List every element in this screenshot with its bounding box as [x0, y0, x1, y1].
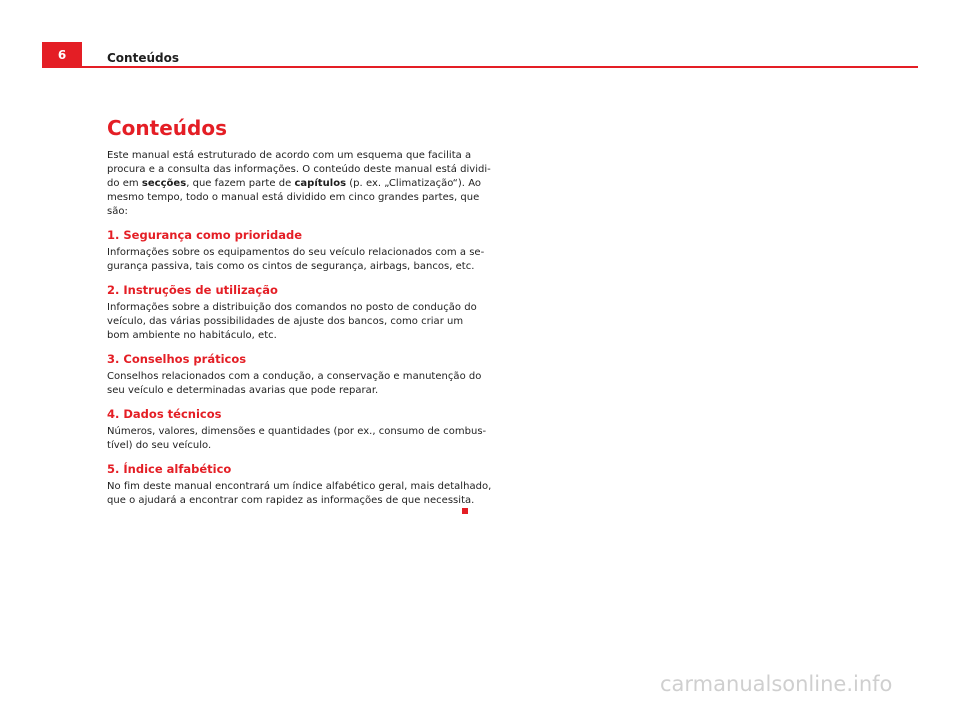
intro-line: Este manual está estruturado de acordo com um esquema que facilita a [107, 150, 472, 161]
section-line: Informações sobre a distribuição dos comandos no posto de condução do [107, 302, 477, 313]
section-text-instrucoes [107, 301, 477, 343]
intro-line [107, 177, 482, 191]
section-heading-conselhos: 3. Conselhos práticos [107, 352, 247, 366]
header-divider [42, 66, 918, 68]
end-of-section-marker-icon [462, 508, 468, 514]
section-line: No fim deste manual encontrará um índice alfabético geral, mais detalhado, [107, 481, 492, 492]
section-line: Números, valores, dimensões e quantidades (por ex., consumo de combus- [107, 426, 487, 437]
intro-line: mesmo tempo, todo o manual está dividido em cinco grandes partes, que [107, 192, 480, 203]
intro-paragraph [107, 149, 491, 219]
section-line: bom ambiente no habitáculo, etc. [107, 330, 277, 341]
watermark: carmanualsonline.info [660, 672, 893, 696]
section-heading-instrucoes: 2. Instruções de utilização [107, 283, 278, 297]
intro-text: (p. ex. „Climatização“). Ao [346, 178, 482, 189]
section-heading-indice: 5. Índice alfabético [107, 462, 232, 476]
section-heading-seguranca: 1. Segurança como prioridade [107, 228, 303, 242]
intro-text: , que fazem parte de [186, 178, 295, 189]
section-line: gurança passiva, tais como os cintos de segurança, airbags, bancos, etc. [107, 261, 475, 272]
section-line: seu veículo e determinadas avarias que pode reparar. [107, 385, 379, 396]
section-line: que o ajudará a encontrar com rapidez as informações de que necessita. [107, 495, 475, 506]
bold-term-capitulos: capítulos [294, 178, 347, 189]
section-text-dados-tecnicos [107, 425, 487, 453]
main-content [107, 116, 492, 508]
section-text-indice [107, 480, 492, 508]
section-line: veículo, das várias possibilidades de ajuste dos bancos, como criar um [107, 316, 464, 327]
page-title: Conteúdos [107, 116, 227, 140]
intro-line: são: [107, 206, 128, 217]
section-text-conselhos [107, 370, 482, 398]
bold-term-seccoes: secções [141, 178, 187, 189]
section-line: tível) do seu veículo. [107, 440, 212, 451]
section-line: Informações sobre os equipamentos do seu veículo relacionados com a se- [107, 247, 485, 258]
section-line: Conselhos relacionados com a condução, a conservação e manutenção do [107, 371, 482, 382]
header-title: Conteúdos [107, 51, 179, 65]
intro-text: do em [107, 178, 142, 189]
intro-line: procura e a consulta das informações. O conteúdo deste manual está dividi- [107, 164, 491, 175]
section-heading-dados-tecnicos: 4. Dados técnicos [107, 407, 222, 421]
section-text-seguranca [107, 246, 485, 274]
page-number-badge: 6 [42, 42, 82, 67]
